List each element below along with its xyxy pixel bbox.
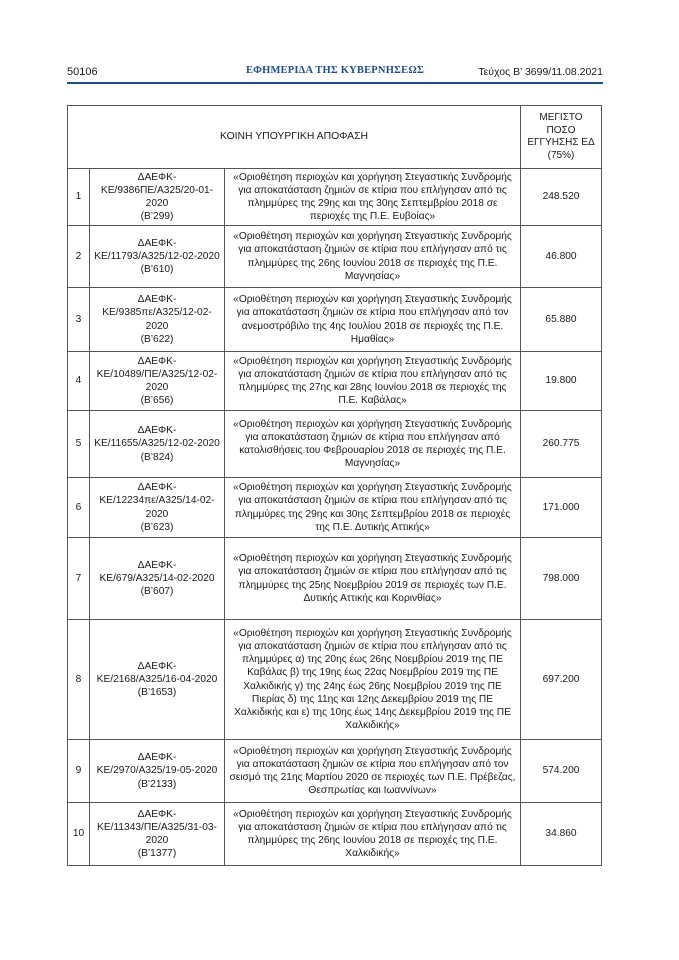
decision-description: «Οριοθέτηση περιοχών και χορήγηση Στεγαστικής Συνδρομής για αποκατάσταση ζημιών σε κτίρια που επλήγησαν από τις πλημμύρες της 26ης Ιουνίου 2018 σε περιοχές της Π.Ε. Χαλκιδικής» <box>225 803 521 866</box>
decision-code <box>90 411 225 478</box>
gazette-title: ΕΦΗΜΕΡΙΔΑ ΤΗΣ ΚΥΒΕΡΝΗΣΕΩΣ <box>245 65 425 76</box>
row-number: 10 <box>68 803 90 866</box>
decision-code-line: ΚΕ/11343/ΠΕ/Α325/31-03-2020 <box>97 821 217 846</box>
table-header-row <box>68 106 602 169</box>
table-row <box>68 620 602 740</box>
decision-code-line: ΔΑΕΦΚ- <box>137 482 177 493</box>
decision-code-line: ΚΕ/679/Α325/14-02-2020 <box>99 572 215 584</box>
decision-code <box>90 538 225 620</box>
decision-code-line: ΚΕ/11655/Α325/12-02-2020 <box>94 438 220 450</box>
table-row <box>68 352 602 411</box>
decision-code <box>90 620 225 740</box>
row-number: 4 <box>68 352 90 411</box>
decision-code-line: ΚΕ/2970/Α325/19-05-2020 <box>96 765 218 777</box>
decision-code <box>90 169 225 226</box>
decisions-table <box>67 105 602 866</box>
decision-code-line: ΔΑΕΦΚ- <box>137 660 177 672</box>
decision-description: «Οριοθέτηση περιοχών και χορήγηση Στεγαστικής Συνδρομής για αποκατάσταση ζημιών σε κτίρια που επλήγησαν από τις πλημμύρες της 26ης Ιουνίου 2018 σε περιοχές της Π.Ε. Μαγνησίας» <box>225 226 521 288</box>
decision-code <box>90 740 225 803</box>
table-row <box>68 226 602 288</box>
table-row <box>68 538 602 620</box>
decision-code-line: ΚΕ/11793/Α325/12-02-2020 <box>94 250 220 262</box>
row-number: 9 <box>68 740 90 803</box>
header-amount-line: ΕΓΓΥΗΣΗΣ ΕΔ <box>527 137 595 148</box>
decision-code-line: ΚΕ/2168/Α325/16-04-2020 <box>96 673 218 685</box>
issue-reference: Τεύχος Β’ 3699/11.08.2021 <box>478 66 603 78</box>
decision-code <box>90 803 225 866</box>
max-guarantee-amount: 697.200 <box>521 620 602 740</box>
decision-description: «Οριοθέτηση περιοχών και χορήγηση Στεγαστικής Συνδρομής για αποκατάσταση ζημιών σε κτίρια που επλήγησαν από κατολισθήσεις του Φεβρουαρίου 2018 σε περιοχές της Π.Ε. Μαγνησίας» <box>225 411 521 478</box>
decision-description: «Οριοθέτηση περιοχών και χορήγηση Στεγαστικής Συνδρομής για αποκατάσταση ζημιών σε κτίρια που επλήγησαν από τις πλημμύρες της 25ης Νοεμβρίου 2019 σε περιοχές των Π.Ε. Δυτικής Αττικής και Κορινθίας» <box>225 538 521 620</box>
decision-code-line: (Β’2133) <box>137 778 177 790</box>
decision-code-line: ΔΑΕΦΚ- <box>137 355 177 367</box>
decision-code <box>90 352 225 411</box>
decision-code-line: ΔΑΕΦΚ- <box>137 294 177 305</box>
row-number: 1 <box>68 169 90 226</box>
max-guarantee-amount: 260.775 <box>521 411 602 478</box>
table-row <box>68 411 602 478</box>
max-guarantee-amount: 574.200 <box>521 740 602 803</box>
decision-description: «Οριοθέτηση περιοχών και χορήγηση Στεγαστικής Συνδρομής για αποκατάσταση ζημιών σε κτίρια που επλήγησαν από τις πλημμύρες της 29ης και 30ης Σεπτεμβρίου 2018 σε περιοχές της Π.Ε. Δυτικής Αττικής» <box>225 478 521 538</box>
header-amount <box>521 106 602 169</box>
decision-code <box>90 226 225 288</box>
decision-description: «Οριοθέτηση περιοχών και χορήγηση Στεγαστικής Συνδρομής για αποκατάσταση ζημιών σε κτίρια που επλήγησαν από τις πλημμύρες της 27ης και 28ης Ιουνίου 2018 σε περιοχές της Π.Ε. Καβάλας» <box>225 352 521 411</box>
page-header <box>67 64 603 82</box>
decision-code-line: ΔΑΕΦΚ- <box>137 559 177 571</box>
decision-code-line: (Β’299) <box>140 211 174 223</box>
decision-code-line: ΔΑΕΦΚ- <box>137 808 177 820</box>
header-amount-line: ΜΕΓΙΣΤΟ <box>539 112 583 123</box>
decision-code-line: ΚΕ/9385πε/Α325/12-02-2020 <box>102 307 212 332</box>
decision-description: «Οριοθέτηση περιοχών και χορήγηση Στεγαστικής Συνδρομής για αποκατάσταση ζημιών σε κτίρια που επλήγησαν από τον σεισμό της 21ης Μαρτίου 2020 σε περιοχές των Π.Ε. Πρέβεζας, Θεσπρωτίας και Ιωαννίνων» <box>225 740 521 803</box>
row-number: 8 <box>68 620 90 740</box>
table-row <box>68 803 602 866</box>
decision-code-line: ΔΑΕΦΚ- <box>137 752 177 764</box>
max-guarantee-amount: 34.860 <box>521 803 602 866</box>
max-guarantee-amount: 19.800 <box>521 352 602 411</box>
row-number: 5 <box>68 411 90 478</box>
decision-code-line: ΔΑΕΦΚ- <box>137 237 177 249</box>
decision-code-line: (Β’1377) <box>137 848 177 860</box>
decision-code <box>90 288 225 352</box>
decision-code-line: (Β’623) <box>140 521 174 533</box>
decision-description: «Οριοθέτηση περιοχών και χορήγηση Στεγαστικής Συνδρομής για αποκατάσταση ζημιών σε κτίρια που επλήγησαν από τον ανεμοστρόβιλο της 4ης Ιουλίου 2018 σε περιοχές της Π.Ε. Ημαθίας» <box>225 288 521 352</box>
decision-code-line: (Β’824) <box>140 451 174 463</box>
max-guarantee-amount: 248.520 <box>521 169 602 226</box>
decision-code-line: (Β’622) <box>140 333 174 345</box>
header-rule <box>67 82 603 84</box>
max-guarantee-amount: 65.880 <box>521 288 602 352</box>
row-number: 6 <box>68 478 90 538</box>
row-number: 2 <box>68 226 90 288</box>
decision-code-line: ΔΑΕΦΚ- <box>137 425 177 437</box>
decision-code-line: (Β’607) <box>140 586 174 598</box>
header-amount-line: ΠΟΣΟ <box>546 124 576 136</box>
decision-code-line: (Β’656) <box>140 395 174 407</box>
table-row <box>68 740 602 803</box>
decision-code <box>90 478 225 538</box>
page-number: 50106 <box>67 66 98 78</box>
max-guarantee-amount: 46.800 <box>521 226 602 288</box>
header-decision: ΚΟΙΝΗ ΥΠΟΥΡΓΙΚΗ ΑΠΟΦΑΣΗ <box>68 106 521 169</box>
max-guarantee-amount: 798.000 <box>521 538 602 620</box>
decision-code-line: (Β’1653) <box>137 687 177 699</box>
table-row <box>68 478 602 538</box>
decision-code-line: ΚΕ/10489/ΠΕ/Α325/12-02-2020 <box>96 368 218 393</box>
decision-code-line: ΔΑΕΦΚ- <box>137 171 177 183</box>
decision-code-line: (Β’610) <box>140 264 174 276</box>
header-amount-line: (75%) <box>547 149 575 161</box>
decision-description: «Οριοθέτηση περιοχών και χορήγηση Στεγαστικής Συνδρομής για αποκατάσταση ζημιών σε κτίρια που επλήγησαν από τις πλημμύρες της 29ης και της 30ης Σεπτεμβρίου 2018 σε περιοχές της Π.Ε. Ευβοίας» <box>225 169 521 226</box>
decision-description: «Οριοθέτηση περιοχών και χορήγηση Στεγαστικής Συνδρομής για αποκατάσταση ζημιών σε κτίρια που επλήγησαν από τις πλημμύρες α) της 20ης έως 26ης Νοεμβρίου 2019 της ΠΕ Καβάλας β) της 19ης έως 22ας Νοεμβρίου 2019 της ΠΕ Χαλκιδικής γ) της 24ης έως 26ης Νοεμβρίου 2019 της ΠΕ Πιερίας δ) της 11ης και 12ης Δεκεμβρίου 2019 της ΠΕ Χαλκιδικής και ε) της 10ης έως 14ης Δεκεμβρίου 2019 της ΠΕ Χαλκιδικής» <box>225 620 521 740</box>
max-guarantee-amount: 171.000 <box>521 478 602 538</box>
decision-code-line: ΚΕ/9386ΠΕ/Α325/20-01-2020 <box>100 184 214 209</box>
decision-code-line: ΚΕ/12234πε/Α325/14-02-2020 <box>99 495 215 520</box>
row-number: 3 <box>68 288 90 352</box>
row-number: 7 <box>68 538 90 620</box>
table-row <box>68 288 602 352</box>
table-row <box>68 169 602 226</box>
